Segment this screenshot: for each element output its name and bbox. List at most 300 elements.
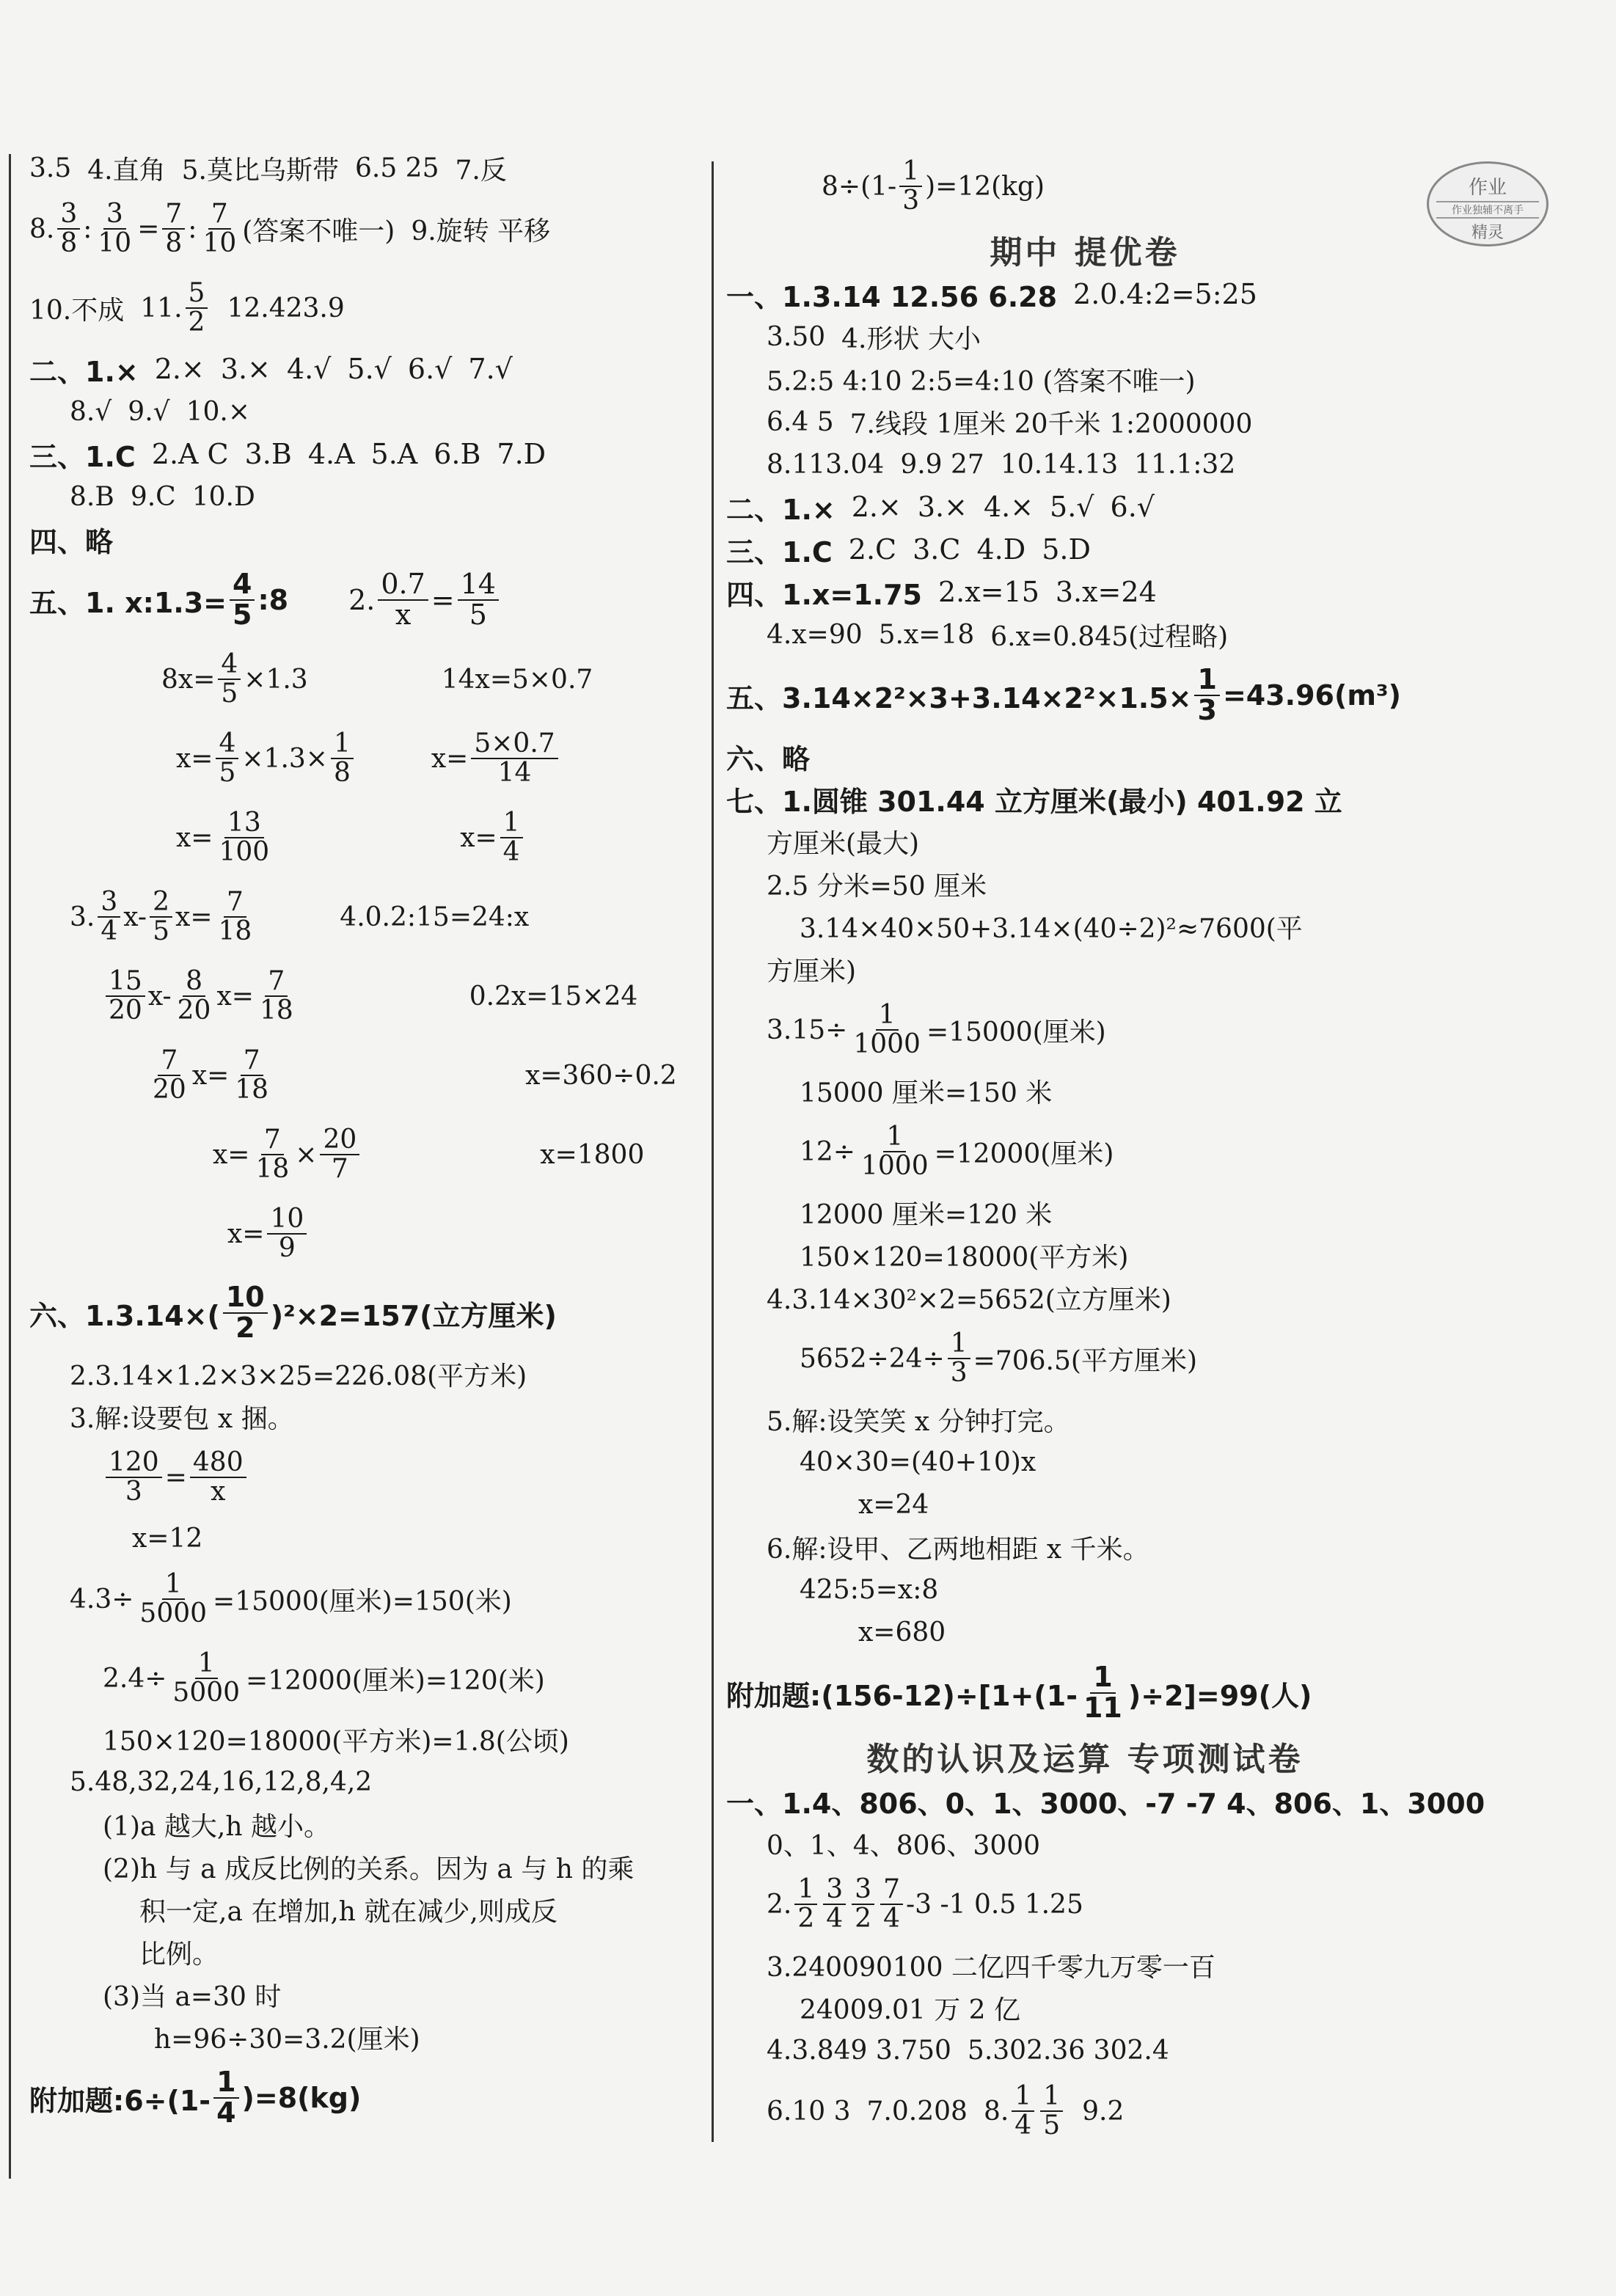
logo-line-1: 作业 bbox=[1468, 177, 1507, 199]
answer-item: 3.240090100 二亿四千零九万零一百 bbox=[767, 1952, 1215, 1983]
answer-line bbox=[726, 1276, 1460, 1319]
fraction bbox=[858, 1123, 932, 1180]
section-title bbox=[726, 1733, 1460, 1780]
fraction-denominator: 18 bbox=[259, 995, 293, 1025]
answer-item: 2.× bbox=[851, 491, 902, 523]
fraction-denominator: 4 bbox=[216, 2096, 236, 2129]
answer-line bbox=[29, 518, 704, 560]
math-text: x- bbox=[147, 981, 172, 1012]
fraction bbox=[880, 1876, 903, 1933]
fraction-numerator: 1 bbox=[883, 1123, 906, 1152]
math-text: 8x= bbox=[161, 664, 216, 695]
fraction bbox=[106, 968, 145, 1025]
math-text: 3. bbox=[70, 902, 95, 932]
fraction-numerator: 2 bbox=[150, 888, 172, 918]
answer-item: 3.× bbox=[220, 353, 271, 385]
fraction bbox=[823, 1876, 846, 1933]
answer-line bbox=[726, 656, 1460, 735]
answer-line bbox=[726, 948, 1460, 990]
answer-item: (3)当 a=30 时 bbox=[103, 1981, 282, 2012]
answer-item: (1)a 越大,h 越小。 bbox=[103, 1811, 330, 1842]
fraction bbox=[216, 730, 238, 787]
answer-line bbox=[29, 877, 704, 957]
math-text: 3.15÷ bbox=[767, 1014, 848, 1045]
answer-item: 5.x=18 bbox=[878, 619, 975, 650]
fraction-denominator: 5 bbox=[219, 758, 236, 788]
answer-item: 2.5 分米=50 厘米 bbox=[767, 871, 987, 902]
fraction-denominator: 5000 bbox=[172, 1678, 241, 1708]
answer-item: 四、1.x=1.75 bbox=[726, 578, 922, 611]
answer-item bbox=[525, 1061, 677, 1091]
answer-item: 3.B bbox=[244, 438, 292, 470]
fraction-numerator: 1 bbox=[1194, 665, 1219, 696]
answer-line bbox=[29, 475, 704, 518]
fraction-denominator: 10 bbox=[202, 228, 237, 258]
math-text: (答案不唯一) bbox=[242, 216, 395, 246]
answer-item bbox=[29, 2068, 361, 2128]
math-text: )=8(kg) bbox=[241, 2082, 362, 2114]
answer-item bbox=[767, 1876, 1083, 1933]
fraction-numerator: 1 bbox=[1090, 1663, 1115, 1694]
fraction-numerator: 1 bbox=[195, 1650, 218, 1679]
fraction-numerator: 1 bbox=[948, 1330, 970, 1359]
center-divider-line bbox=[712, 161, 714, 2142]
answer-line bbox=[726, 1398, 1460, 1441]
answer-line bbox=[726, 905, 1460, 948]
fraction-numerator: 3 bbox=[57, 200, 80, 230]
answer-item: 9.旋转 平移 bbox=[411, 216, 551, 246]
answer-line bbox=[29, 1560, 704, 1639]
answer-line bbox=[726, 1526, 1460, 1568]
fraction-denominator: 3 bbox=[950, 1358, 968, 1388]
answer-line bbox=[726, 315, 1460, 358]
fraction-denominator: 14 bbox=[497, 758, 532, 788]
answer-item: (2)h 与 a 成反比例的关系。因为 a 与 h 的乘 bbox=[103, 1854, 635, 1884]
answer-item: 9.9 27 bbox=[900, 449, 984, 480]
answer-line bbox=[726, 1611, 1460, 1653]
answer-item bbox=[822, 158, 1045, 215]
math-text: × bbox=[295, 1139, 318, 1170]
fraction-denominator: 4 bbox=[1014, 2110, 1032, 2140]
math-text: 8. bbox=[983, 2096, 1009, 2127]
math-text: : bbox=[188, 213, 197, 244]
fraction bbox=[190, 1449, 246, 1506]
math-text: 8÷(1- bbox=[822, 171, 897, 202]
fraction-denominator: 18 bbox=[218, 916, 252, 946]
fraction-numerator: 120 bbox=[106, 1449, 162, 1478]
math-text: 2. bbox=[348, 584, 376, 616]
fraction bbox=[213, 2068, 238, 2128]
fraction-numerator: 1 bbox=[876, 1001, 899, 1031]
fraction-numerator: 10 bbox=[267, 1205, 307, 1235]
answer-line bbox=[29, 2016, 704, 2058]
math-text: 14x=5×0.7 bbox=[441, 664, 593, 695]
fraction-numerator: 13 bbox=[224, 809, 264, 838]
fraction-numerator: 20 bbox=[320, 1126, 359, 1155]
answer-item: 期中 提优卷 bbox=[990, 234, 1180, 271]
fraction-numerator: 1 bbox=[899, 158, 922, 187]
answer-line bbox=[726, 486, 1460, 528]
fraction bbox=[106, 1449, 162, 1506]
fraction-denominator: 4 bbox=[502, 837, 520, 867]
answer-item: 6.B bbox=[434, 438, 481, 470]
math-text: = bbox=[137, 213, 160, 244]
fraction bbox=[186, 279, 208, 337]
answer-item: 5.48,32,24,16,12,8,4,2 bbox=[70, 1766, 373, 1797]
answer-item: 七、1.圆锥 301.44 立方厘米(最小) 401.92 立 bbox=[726, 785, 1342, 818]
math-text: 五、1. x:1.3= bbox=[29, 586, 227, 619]
answer-item: 方厘米(最大) bbox=[767, 828, 920, 859]
math-text: )²×2=157(立方厘米) bbox=[270, 1299, 557, 1332]
answer-item: 一、1.4、806、0、1、3000、-7 -7 4、806、1、3000 bbox=[726, 1787, 1485, 1820]
math-text: x=360÷0.2 bbox=[525, 1060, 677, 1091]
math-text: 4.3÷ bbox=[70, 1584, 134, 1615]
answer-item bbox=[103, 968, 299, 1025]
fraction-denominator: 4 bbox=[100, 916, 118, 946]
answer-item: 12.423.9 bbox=[227, 293, 345, 323]
math-text: 2.4÷ bbox=[103, 1663, 167, 1694]
math-text: = bbox=[431, 584, 455, 616]
answer-item: 8.B bbox=[70, 481, 114, 512]
answer-item: 7.0.208 bbox=[866, 2096, 968, 2127]
answer-line bbox=[726, 1234, 1460, 1276]
answer-line bbox=[29, 348, 704, 390]
math-text: 附加题:(156-12)÷[1+(1- bbox=[726, 1679, 1078, 1712]
fraction bbox=[252, 1126, 292, 1183]
fraction bbox=[150, 888, 172, 946]
fraction bbox=[257, 968, 296, 1025]
answer-item: 4.× bbox=[983, 491, 1034, 523]
answer-item: 3.5 bbox=[29, 153, 72, 183]
fraction bbox=[169, 1650, 243, 1707]
fraction-denominator: 5 bbox=[232, 599, 252, 631]
math-text: x= bbox=[227, 1218, 265, 1249]
answer-item: 12000 厘米=120 米 bbox=[800, 1199, 1053, 1230]
fraction-denominator: 5000 bbox=[139, 1598, 208, 1628]
answer-line bbox=[29, 189, 704, 268]
answer-item: 40×30=(40+10)x bbox=[800, 1447, 1036, 1477]
answer-item: 10.14.13 bbox=[1000, 449, 1119, 480]
answer-item bbox=[726, 1663, 1312, 1723]
fraction-denominator: 5 bbox=[469, 599, 487, 631]
answer-item: 积一定,a 在增加,h 就在减少,则成反 bbox=[139, 1896, 557, 1927]
fraction-denominator: 3 bbox=[125, 1477, 142, 1507]
answer-item: 5.√ bbox=[1050, 491, 1094, 523]
answer-item: 7.√ bbox=[468, 353, 513, 385]
fraction-numerator: 1 bbox=[213, 2068, 238, 2099]
fraction-numerator: 7 bbox=[224, 888, 246, 918]
math-text: 2. bbox=[767, 1889, 792, 1920]
fraction bbox=[899, 158, 922, 215]
answer-item bbox=[540, 1140, 644, 1170]
fraction-denominator: 7 bbox=[331, 1154, 348, 1184]
fraction-denominator: 8 bbox=[333, 758, 351, 788]
math-text: 12÷ bbox=[800, 1136, 855, 1167]
answer-line bbox=[726, 1191, 1460, 1234]
math-text: = bbox=[164, 1462, 187, 1493]
fraction-denominator: 5 bbox=[1043, 2110, 1061, 2140]
right-answer-column bbox=[726, 147, 1485, 2151]
answer-line bbox=[726, 401, 1460, 443]
fraction-denominator: 5 bbox=[153, 916, 170, 946]
fraction-denominator: 9 bbox=[278, 1233, 296, 1263]
answer-item: 2.A C bbox=[151, 438, 229, 470]
fraction-denominator: 20 bbox=[109, 995, 142, 1025]
answer-item: 6.10 3 bbox=[767, 2096, 851, 2127]
fraction bbox=[852, 1876, 874, 1933]
fraction-numerator: 15 bbox=[106, 968, 145, 997]
answer-item: 4.√ bbox=[286, 353, 332, 385]
math-text: x= bbox=[176, 743, 213, 774]
fraction-numerator: 1 bbox=[162, 1571, 185, 1600]
fraction-numerator: 7 bbox=[208, 200, 231, 230]
answer-line bbox=[726, 443, 1460, 486]
answer-line bbox=[29, 560, 704, 640]
answer-line bbox=[726, 735, 1460, 778]
math-text: x= bbox=[176, 822, 213, 853]
fraction bbox=[175, 968, 214, 1025]
fraction bbox=[57, 200, 80, 257]
answer-line bbox=[29, 1036, 704, 1115]
fraction-denominator: x bbox=[211, 1477, 226, 1507]
fraction-numerator: 4 bbox=[216, 730, 238, 759]
answer-line bbox=[29, 1438, 704, 1517]
answer-item: 8.√ bbox=[70, 396, 112, 427]
fraction-numerator: 10 bbox=[223, 1283, 268, 1314]
answer-line bbox=[29, 390, 704, 433]
answer-item bbox=[460, 809, 525, 866]
fraction-denominator: 18 bbox=[255, 1154, 290, 1184]
fraction bbox=[458, 570, 499, 630]
fraction-numerator: 3 bbox=[823, 1876, 846, 1905]
answer-item bbox=[726, 665, 1401, 725]
fraction-denominator: 3 bbox=[1197, 694, 1217, 726]
answer-item: x=680 bbox=[858, 1617, 946, 1648]
answer-item: 三、1.C bbox=[29, 440, 136, 473]
answer-line bbox=[29, 798, 704, 877]
math-text: =12000(厘米)=120(米) bbox=[246, 1665, 545, 1696]
answer-line bbox=[29, 1803, 704, 1846]
answer-item bbox=[800, 1123, 1114, 1180]
math-text: 4.0.2:15=24:x bbox=[340, 902, 530, 932]
answer-line bbox=[29, 1115, 704, 1194]
answer-line bbox=[726, 1822, 1460, 1865]
answer-item: 4.x=90 bbox=[767, 619, 863, 650]
answer-item: 10.× bbox=[186, 396, 251, 427]
answer-item: h=96÷30=3.2(厘米) bbox=[154, 2024, 420, 2055]
answer-item bbox=[213, 1126, 362, 1183]
logo-line-2: 作业独辅不离手 bbox=[1436, 201, 1539, 219]
fraction bbox=[136, 1571, 210, 1628]
fraction-denominator: 20 bbox=[153, 1075, 186, 1105]
fraction-denominator: 18 bbox=[235, 1075, 269, 1105]
answer-item: 数的认识及运算 专项测试卷 bbox=[866, 1741, 1304, 1778]
answer-line bbox=[726, 820, 1460, 863]
fraction bbox=[215, 888, 255, 946]
logo-line-3: 精灵 bbox=[1471, 224, 1504, 242]
answer-item: 3.解:设要包 x 捆。 bbox=[70, 1403, 294, 1434]
fraction bbox=[471, 730, 557, 787]
fraction-denominator: 2 bbox=[855, 1904, 872, 1934]
answer-item: 150×120=18000(平方米)=1.8(公顷) bbox=[103, 1726, 569, 1757]
answer-item: 11.1:32 bbox=[1134, 449, 1236, 480]
fraction bbox=[200, 200, 239, 257]
fraction-numerator: 4 bbox=[218, 651, 241, 680]
fraction bbox=[230, 570, 255, 630]
answer-item: 5.D bbox=[1042, 533, 1091, 566]
answer-item: 2.× bbox=[154, 353, 205, 385]
answer-item: x=12 bbox=[132, 1523, 203, 1554]
answer-line bbox=[726, 1944, 1460, 1986]
math-text: )=12(kg) bbox=[925, 171, 1045, 202]
answer-line bbox=[29, 1761, 704, 1803]
fraction-numerator: 480 bbox=[190, 1449, 246, 1478]
fraction bbox=[850, 1001, 924, 1059]
fraction bbox=[378, 570, 428, 630]
answer-item: 7.D bbox=[497, 438, 546, 470]
answer-line bbox=[29, 1194, 704, 1273]
answer-item: 6.4 5 bbox=[767, 406, 834, 437]
fraction bbox=[95, 200, 134, 257]
answer-line bbox=[29, 1517, 704, 1560]
answer-item: 4.3.849 3.750 bbox=[767, 2035, 951, 2066]
answer-item bbox=[161, 651, 308, 708]
answer-item: 四、略 bbox=[29, 525, 114, 558]
fraction-denominator: 4 bbox=[883, 1904, 900, 1934]
left-answer-column bbox=[29, 147, 704, 2138]
answer-item bbox=[103, 1650, 545, 1707]
answer-line bbox=[29, 1718, 704, 1761]
fraction bbox=[1081, 1663, 1125, 1723]
answer-item: 3.x=24 bbox=[1055, 576, 1157, 608]
fraction-numerator: 7 bbox=[158, 1047, 180, 1076]
answer-item: 4.形状 大小 bbox=[841, 323, 981, 354]
answer-item bbox=[469, 981, 638, 1012]
math-text: 五、3.14×2²×3+3.14×2²×1.5× bbox=[726, 681, 1192, 714]
answer-item: 10.D bbox=[191, 481, 255, 512]
fraction-denominator: 10 bbox=[98, 228, 132, 258]
answer-line bbox=[726, 1780, 1485, 1822]
answer-line bbox=[726, 1568, 1460, 1611]
answer-item: 6.√ bbox=[407, 353, 453, 385]
left-margin-line bbox=[9, 154, 11, 2179]
fraction-denominator: 2 bbox=[235, 1312, 255, 1344]
answer-item: 2.x=15 bbox=[937, 576, 1039, 608]
answer-item: 9.2 bbox=[1082, 2096, 1125, 2127]
fraction bbox=[794, 1876, 817, 1933]
fraction-denominator: x bbox=[395, 599, 412, 631]
fraction-numerator: 7 bbox=[261, 1126, 284, 1155]
fraction-denominator: 2 bbox=[797, 1904, 815, 1934]
answer-line bbox=[29, 1931, 704, 1973]
fraction-numerator: 1 bbox=[1012, 2083, 1034, 2112]
math-text: 附加题:6÷(1- bbox=[29, 2084, 211, 2117]
answer-item: 2.3.14×1.2×3×25=226.08(平方米) bbox=[70, 1361, 527, 1392]
fraction bbox=[162, 200, 185, 257]
answer-item: 2.C bbox=[848, 533, 897, 566]
answer-item: 425:5=x:8 bbox=[800, 1574, 939, 1605]
fraction-numerator: 8 bbox=[183, 968, 205, 997]
answer-item bbox=[431, 730, 561, 787]
answer-item: 三、1.C bbox=[726, 535, 833, 568]
math-text: x= bbox=[175, 902, 213, 932]
answer-item: 2.0.4:2=5:25 bbox=[1073, 278, 1257, 310]
fraction bbox=[1040, 2083, 1063, 2140]
answer-line bbox=[726, 1070, 1460, 1112]
fraction-denominator: 11 bbox=[1083, 1692, 1122, 1724]
answer-item: 7.线段 1厘米 20千米 1:2000000 bbox=[849, 409, 1253, 439]
fraction-numerator: 14 bbox=[458, 570, 499, 601]
answer-line bbox=[29, 1846, 704, 1888]
answer-item: 150×120=18000(平方米) bbox=[800, 1242, 1129, 1273]
answer-item bbox=[147, 1047, 274, 1104]
math-text: 5652÷24÷ bbox=[800, 1343, 945, 1374]
answer-line bbox=[29, 2058, 704, 2138]
fraction bbox=[1194, 665, 1219, 725]
math-text: 8. bbox=[29, 213, 55, 244]
answer-item: 8.113.04 bbox=[767, 449, 885, 480]
answer-item bbox=[140, 279, 211, 337]
answer-item: 5.解:设笑笑 x 分钟打完。 bbox=[767, 1406, 1070, 1437]
fraction-numerator: 0.7 bbox=[378, 570, 428, 601]
answer-line bbox=[726, 613, 1460, 656]
math-text: x= bbox=[191, 1060, 230, 1091]
fraction-denominator: 5 bbox=[221, 679, 238, 709]
math-text: x= bbox=[213, 1139, 250, 1170]
fraction-numerator: 1 bbox=[1040, 2083, 1063, 2112]
answer-line bbox=[726, 147, 1460, 226]
math-text: )÷2]=99(人) bbox=[1127, 1679, 1312, 1712]
answer-line bbox=[29, 640, 704, 719]
fraction-numerator: 5×0.7 bbox=[471, 730, 557, 759]
answer-item bbox=[767, 1001, 1106, 1059]
fraction-denominator: 4 bbox=[826, 1904, 844, 1934]
answer-item: 六、略 bbox=[726, 742, 811, 775]
answer-item: 6.√ bbox=[1110, 491, 1155, 523]
fraction-denominator: 3 bbox=[902, 186, 920, 216]
answer-item: x=24 bbox=[858, 1489, 929, 1520]
math-text: : bbox=[83, 213, 92, 244]
answer-item bbox=[227, 1205, 310, 1262]
answer-item: 4.D bbox=[976, 533, 1026, 566]
answer-line bbox=[726, 1653, 1460, 1733]
answer-item: 3.× bbox=[917, 491, 968, 523]
answer-item: 0、1、4、806、3000 bbox=[767, 1830, 1041, 1861]
answer-line bbox=[29, 433, 704, 475]
fraction bbox=[216, 809, 272, 866]
answer-line bbox=[29, 1395, 704, 1438]
math-text: x- bbox=[123, 902, 147, 932]
fraction-denominator: 1000 bbox=[860, 1151, 929, 1181]
fraction-denominator: 100 bbox=[219, 837, 270, 867]
fraction-denominator: 8 bbox=[165, 228, 183, 258]
answer-item bbox=[103, 1449, 249, 1506]
answer-line bbox=[726, 1319, 1460, 1398]
answer-line bbox=[29, 1973, 704, 2016]
answer-line bbox=[726, 778, 1460, 820]
fraction bbox=[232, 1047, 271, 1104]
math-text: ×1.3× bbox=[241, 743, 328, 774]
answer-line bbox=[726, 863, 1460, 905]
math-text: ×1.3 bbox=[244, 664, 308, 695]
fraction bbox=[500, 809, 523, 866]
answer-item: 6.解:设甲、乙两地相距 x 千米。 bbox=[767, 1534, 1149, 1565]
answer-line bbox=[29, 1888, 704, 1931]
math-text: x= bbox=[431, 743, 469, 774]
fraction bbox=[267, 1205, 307, 1262]
math-text: 0.2x=15×24 bbox=[469, 981, 638, 1012]
math-text: -3 -1 0.5 1.25 bbox=[905, 1889, 1083, 1920]
